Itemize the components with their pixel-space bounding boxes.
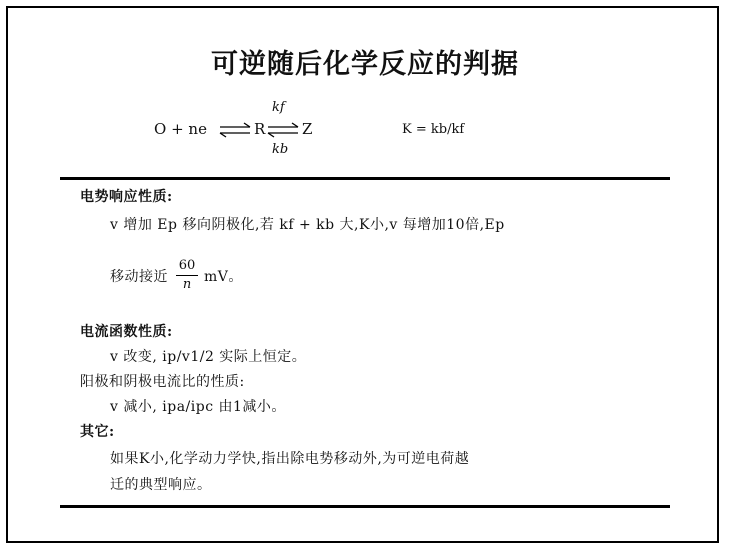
top-divider	[60, 177, 670, 180]
section-heading: 其它:	[80, 424, 115, 440]
section-text: 移动接近	[110, 269, 168, 285]
eq-kb: kb	[272, 142, 289, 157]
section-text: v 改变, ip/v1/2 实际上恒定。	[110, 349, 307, 365]
equilibrium-arrow-icon	[266, 122, 300, 138]
section-text: mV。	[204, 269, 243, 285]
section-text: 如果K小,化学动力学快,指出除电势移动外,为可逆电荷越	[110, 451, 470, 467]
reaction-equation	[150, 98, 570, 168]
fraction-numerator: 60	[178, 258, 196, 273]
section-heading: 电流函数性质:	[80, 324, 173, 340]
eq-mid: R	[254, 120, 266, 138]
section-text: v 增加 Ep 移向阴极化,若 kf + kb 大,K小,v 每增加10倍,Ep	[110, 217, 505, 233]
section-heading: 电势响应性质:	[80, 189, 173, 205]
eq-kf: kf	[272, 100, 285, 115]
fraction-denominator: n	[182, 277, 192, 292]
section-text: 迁的典型响应。	[110, 477, 212, 493]
rate-constant: K = kb/kf	[402, 122, 465, 137]
eq-right: Z	[302, 120, 313, 138]
reversible-arrow-icon	[218, 122, 252, 138]
eq-left: O + ne	[154, 120, 207, 138]
bottom-divider	[60, 505, 670, 508]
section-heading: 阳极和阴极电流比的性质:	[80, 374, 245, 390]
section-text: v 减小, ipa/ipc 由1减小。	[110, 399, 286, 415]
fraction-bar	[176, 275, 198, 276]
page-title: 可逆随后化学反应的判据	[211, 49, 519, 80]
